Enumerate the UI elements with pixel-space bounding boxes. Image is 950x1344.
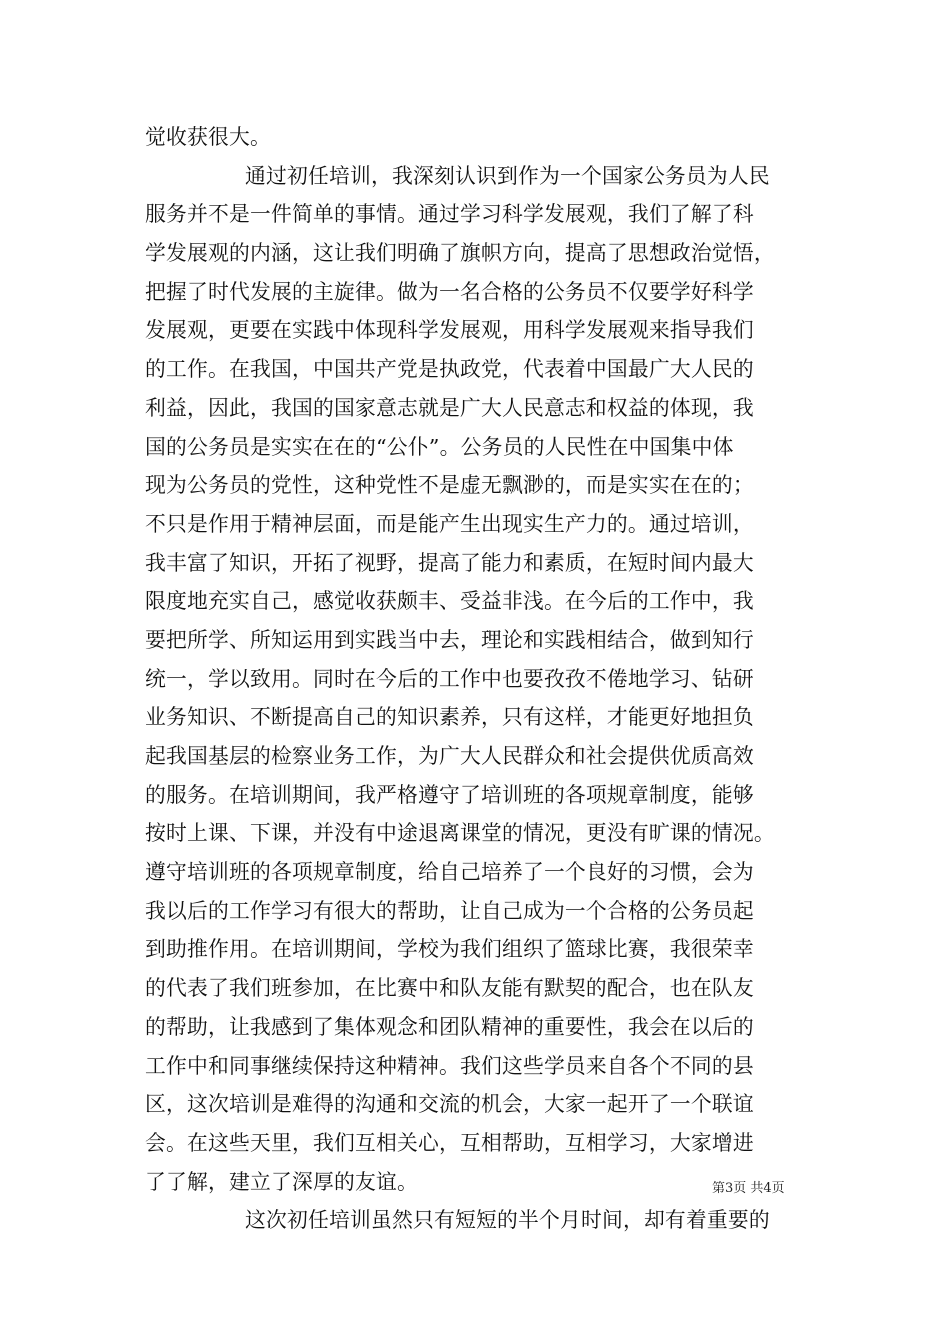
text-line: 的服务。在培训期间，我严格遵守了培训班的各项规章制度，能够: [145, 782, 754, 807]
text-line: 到助推作用。在培训期间，学校为我们组织了篮球比赛，我很荣幸: [145, 937, 754, 962]
page-number-footer: 第3页 共4页: [712, 1181, 785, 1196]
text-line: 的帮助，让我感到了集体观念和团队精神的重要性，我会在以后的: [145, 1014, 754, 1039]
body-text: [145, 118, 807, 1240]
text-line: 统一，学以致用。同时在今后的工作中也要孜孜不倦地学习、钻研: [145, 666, 754, 691]
text-line: 不只是作用于精神层面，而是能产生出现实生产力的。通过培训，: [145, 511, 754, 536]
text-line: 发展观，更要在实践中体现科学发展观，用科学发展观来指导我们: [145, 318, 754, 343]
text-line: 学发展观的内涵，这让我们明确了旗帜方向，提高了思想政治觉悟，: [145, 241, 775, 266]
text-line: 觉收获很大。: [145, 125, 271, 149]
text-line: 服务并不是一件简单的事情。通过学习科学发展观，我们了解了科: [145, 202, 754, 227]
text-line: 利益，因此，我国的国家意志就是广大人民意志和权益的体现，我: [145, 395, 754, 420]
text-line: 的代表了我们班参加，在比赛中和队友能有默契的配合，也在队友: [145, 976, 754, 1001]
paragraph-start-line: 通过初任培训，我深刻认识到作为一个国家公务员为人民: [245, 163, 770, 188]
text-line: 现为公务员的党性，这种党性不是虚无飘渺的，而是实实在在的；: [145, 473, 754, 498]
text-line: 限度地充实自己，感觉收获颇丰、受益非浅。在今后的工作中，我: [145, 589, 754, 614]
text-line: 区，这次培训是难得的沟通和交流的机会，大家一起开了一个联谊: [145, 1092, 754, 1117]
text-line: 我丰富了知识，开拓了视野，提高了能力和素质，在短时间内最大: [145, 550, 754, 575]
text-line: 国的公务员是实实在在的“公仆”。公务员的人民性在中国集中体: [145, 434, 734, 459]
text-line: 按时上课、下课，并没有中途退离课堂的情况，更没有旷课的情况。: [145, 821, 775, 846]
text-line: 把握了时代发展的主旋律。做为一名合格的公务员不仅要学好科学: [145, 279, 754, 304]
text-line: 业务知识、不断提高自己的知识素养，只有这样，才能更好地担负: [145, 705, 754, 730]
text-line: 了了解，建立了深厚的友谊。: [145, 1169, 418, 1194]
text-line: 起我国基层的检察业务工作，为广大人民群众和社会提供优质高效: [145, 744, 754, 768]
text-line: 的工作。在我国，中国共产党是执政党，代表着中国最广大人民的: [145, 357, 754, 382]
text-line: 要把所学、所知运用到实践当中去，理论和实践相结合，做到知行: [145, 627, 754, 652]
text-line: 会。在这些天里，我们互相关心，互相帮助，互相学习，大家增进: [145, 1130, 754, 1155]
text-line: 工作中和同事继续保持这种精神。我们这些学员来自各个不同的县: [145, 1053, 754, 1078]
text-line: 我以后的工作学习有很大的帮助，让自己成为一个合格的公务员起: [145, 898, 754, 923]
text-line: 遵守培训班的各项规章制度，给自己培养了一个良好的习惯，会为: [145, 860, 754, 885]
paragraph-start-line: 这次初任培训虽然只有短短的半个月时间，却有着重要的: [245, 1208, 770, 1233]
